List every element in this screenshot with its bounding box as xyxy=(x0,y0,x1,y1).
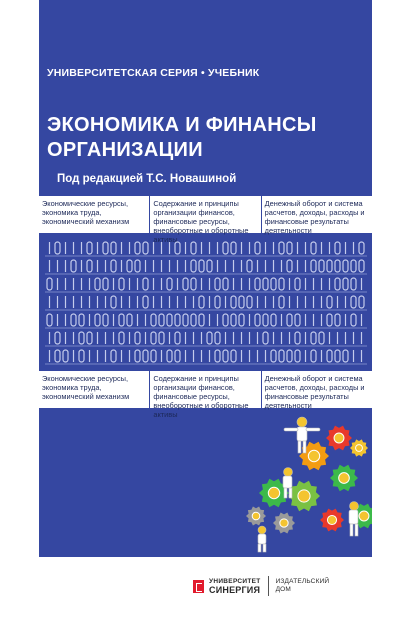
pattern-zero xyxy=(287,242,292,254)
pattern-zero xyxy=(111,296,116,308)
pattern-zero xyxy=(287,350,292,362)
coin-icon xyxy=(280,519,288,527)
pattern-zero xyxy=(311,350,316,362)
pattern-zero xyxy=(111,242,116,254)
pattern-zero xyxy=(311,260,316,272)
pattern-zero xyxy=(231,296,236,308)
pattern-zero xyxy=(319,332,324,344)
pattern-zero xyxy=(239,296,244,308)
series-label: УНИВЕРСИТЕТСКАЯ СЕРИЯ • УЧЕБНИК xyxy=(47,67,260,79)
topic-text: Содержание и принципы организации финансов, финансовые ресурсы, внеоборотные и оборотные активы xyxy=(149,371,260,408)
pattern-zero xyxy=(231,314,236,326)
pattern-zero xyxy=(343,278,348,290)
pattern-zero xyxy=(199,296,204,308)
pattern-zero xyxy=(207,332,212,344)
pattern-zero xyxy=(55,242,60,254)
pattern-zero xyxy=(79,350,84,362)
topic-text: Содержание и принципы организации финансов, финансовые ресурсы, внеоборотные и оборотные активы xyxy=(149,196,260,233)
pattern-zero xyxy=(335,260,340,272)
pattern-zero xyxy=(319,260,324,272)
pattern-zero xyxy=(143,278,148,290)
pattern-zero xyxy=(335,242,340,254)
pattern-zero xyxy=(335,278,340,290)
pattern-zero xyxy=(183,314,188,326)
pattern-zero xyxy=(119,332,124,344)
pattern-zero xyxy=(359,260,364,272)
pattern-zero xyxy=(327,350,332,362)
topic-text: Денежный оборот и система расчетов, доходы, расходы и финансовые результаты деятельности xyxy=(261,371,372,408)
pattern-zero xyxy=(295,332,300,344)
pattern-zero xyxy=(87,260,92,272)
topic-text: Экономические ресурсы, экономика труда, экономический механизм xyxy=(42,199,130,226)
pattern-zero xyxy=(55,332,60,344)
pattern-zero xyxy=(335,350,340,362)
pattern-zero xyxy=(327,296,332,308)
publisher-name-line-2: СИНЕРГИЯ xyxy=(209,585,261,595)
pattern-zero xyxy=(279,278,284,290)
pattern-zero xyxy=(231,242,236,254)
pattern-zero xyxy=(287,260,292,272)
publisher-name xyxy=(209,577,261,595)
pattern-zero xyxy=(311,332,316,344)
coin-icon xyxy=(298,490,310,502)
publisher-imprint-line-2: ДОМ xyxy=(275,586,292,593)
pattern-zero xyxy=(343,350,348,362)
pattern-zero xyxy=(87,332,92,344)
pattern-zero xyxy=(223,242,228,254)
pattern-zero xyxy=(287,314,292,326)
pattern-zero xyxy=(151,332,156,344)
pattern-zero xyxy=(119,278,124,290)
gears-with-workers-illustration xyxy=(244,408,372,554)
pattern-zero xyxy=(279,242,284,254)
coin-icon xyxy=(339,473,350,484)
pattern-zero xyxy=(119,314,124,326)
pattern-zero xyxy=(103,242,108,254)
pattern-zero xyxy=(351,314,356,326)
pattern-zero xyxy=(127,260,132,272)
pattern-zero xyxy=(175,332,180,344)
pattern-zero xyxy=(247,296,252,308)
pattern-zero xyxy=(295,278,300,290)
pattern-zero xyxy=(167,278,172,290)
topics-band-bottom xyxy=(39,371,372,419)
pattern-zero xyxy=(279,296,284,308)
pattern-zero xyxy=(255,242,260,254)
pattern-zero xyxy=(103,278,108,290)
book-title-line-2: ОРГАНИЗАЦИИ xyxy=(47,139,203,161)
coin-icon xyxy=(356,445,363,452)
pattern-zero xyxy=(159,314,164,326)
pattern-zero xyxy=(111,350,116,362)
publisher-imprint-line-1: ИЗДАТЕЛЬСКИЙ xyxy=(275,578,330,585)
topic-text: Денежный оборот и система расчетов, доходы, расходы и финансовые результаты деятельности xyxy=(261,196,372,233)
publisher-name-line-1: УНИВЕРСИТЕТ xyxy=(209,578,261,585)
editor-credit: Под редакцией Т.С. Новашиной xyxy=(57,173,237,185)
pattern-zero xyxy=(223,350,228,362)
pattern-zero xyxy=(359,296,364,308)
coin-icon xyxy=(268,487,279,498)
pattern-zero xyxy=(271,350,276,362)
pattern-zero xyxy=(127,314,132,326)
pattern-zero xyxy=(295,314,300,326)
pattern-zero xyxy=(47,278,52,290)
pattern-zero xyxy=(159,332,164,344)
pattern-zero xyxy=(247,260,252,272)
pattern-zero xyxy=(79,332,84,344)
pattern-zero xyxy=(215,350,220,362)
coin-icon xyxy=(252,512,260,520)
pattern-zero xyxy=(199,314,204,326)
pattern-zero xyxy=(271,278,276,290)
pattern-zero xyxy=(215,296,220,308)
publisher-logo xyxy=(193,573,329,599)
pattern-zero xyxy=(135,260,140,272)
pattern-zero xyxy=(279,350,284,362)
pattern-zero xyxy=(175,314,180,326)
pattern-zero xyxy=(135,350,140,362)
coin-icon xyxy=(327,515,336,524)
pattern-zero xyxy=(183,278,188,290)
pattern-zero xyxy=(71,260,76,272)
pattern-zero xyxy=(167,314,172,326)
pattern-zero xyxy=(95,314,100,326)
pattern-zero xyxy=(239,314,244,326)
pattern-zero xyxy=(327,314,332,326)
pattern-zero xyxy=(47,314,52,326)
coin-icon xyxy=(334,433,344,443)
pattern-zero xyxy=(191,278,196,290)
binary-pattern-graphic xyxy=(45,238,367,365)
pattern-zero xyxy=(199,260,204,272)
worker-figure xyxy=(349,502,359,537)
coin-icon xyxy=(359,511,369,521)
pattern-zero xyxy=(87,242,92,254)
pattern-zero xyxy=(351,278,356,290)
pattern-zero xyxy=(215,278,220,290)
pattern-zero xyxy=(359,242,364,254)
pattern-zero xyxy=(143,242,148,254)
pattern-zero xyxy=(351,296,356,308)
pattern-zero xyxy=(167,350,172,362)
pattern-zero xyxy=(79,314,84,326)
book-title xyxy=(47,113,367,163)
pattern-zero xyxy=(175,350,180,362)
pattern-zero xyxy=(263,314,268,326)
pattern-zero xyxy=(231,350,236,362)
gears-icon xyxy=(244,408,372,554)
pattern-zero xyxy=(207,260,212,272)
pattern-zero xyxy=(151,314,156,326)
topic-text: Экономические ресурсы, экономика труда, экономический механизм xyxy=(42,374,130,401)
pattern-zero xyxy=(215,332,220,344)
pattern-zero xyxy=(295,350,300,362)
pattern-zero xyxy=(191,260,196,272)
synergy-logo-icon xyxy=(193,580,204,593)
book-title-line-1: ЭКОНОМИКА И ФИНАНСЫ xyxy=(47,114,317,136)
book-cover xyxy=(39,0,372,557)
pattern-zero xyxy=(191,242,196,254)
pattern-zero xyxy=(223,314,228,326)
pattern-zero xyxy=(255,278,260,290)
pattern-zero xyxy=(55,350,60,362)
worker-figure xyxy=(258,526,266,552)
logo-divider xyxy=(268,576,269,596)
topics-band-top xyxy=(39,196,372,244)
pattern-zero xyxy=(263,278,268,290)
pattern-zero xyxy=(327,260,332,272)
pattern-zero xyxy=(143,350,148,362)
pattern-zero xyxy=(143,296,148,308)
pattern-zero xyxy=(135,332,140,344)
binary-pattern-decoration xyxy=(45,238,367,365)
pattern-zero xyxy=(335,314,340,326)
publisher-imprint xyxy=(276,578,330,594)
pattern-zero xyxy=(151,350,156,362)
pattern-zero xyxy=(223,278,228,290)
pattern-zero xyxy=(135,242,140,254)
pattern-zero xyxy=(71,314,76,326)
pattern-zero xyxy=(95,278,100,290)
pattern-zero xyxy=(63,350,68,362)
coin-icon xyxy=(308,450,319,461)
pattern-zero xyxy=(103,314,108,326)
pattern-zero xyxy=(351,260,356,272)
pattern-zero xyxy=(271,314,276,326)
pattern-zero xyxy=(263,332,268,344)
pattern-zero xyxy=(311,242,316,254)
pattern-zero xyxy=(343,260,348,272)
pattern-zero xyxy=(111,260,116,272)
pattern-zero xyxy=(191,314,196,326)
pattern-zero xyxy=(255,314,260,326)
pattern-zero xyxy=(175,242,180,254)
